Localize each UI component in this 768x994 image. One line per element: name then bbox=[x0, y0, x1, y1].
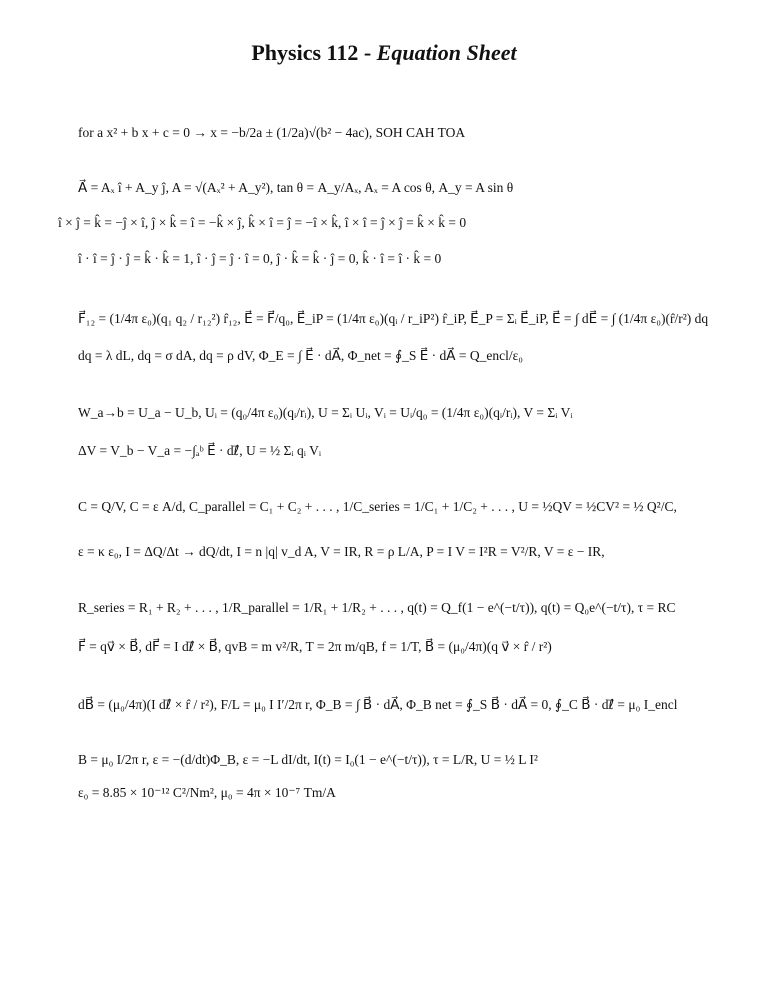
equation-current-resistance: ε = κ ε₀, I = ΔQ/Δt → dQ/dt, I = n |q| v_d A, V = IR, R = ρ L/A, P = I V = I²R = V²/R, V = ε − IR, bbox=[78, 544, 605, 559]
equation-quadratic: for a x² + b x + c = 0 → x = −b/2a ± (1/2a)√(b² − 4ac), SOH CAH TOA bbox=[78, 125, 466, 140]
equation-dot-products: î · î = ĵ · ĵ = k̂ · k̂ = 1, î · ĵ = ĵ · î = 0, ĵ · k̂ = k̂ · ĵ = 0, k̂ · î = î · k̂ = 0 bbox=[78, 251, 442, 266]
equation-constants: ε₀ = 8.85 × 10⁻¹² C²/Nm², μ₀ = 4π × 10⁻⁷ Tm/A bbox=[78, 785, 336, 800]
equation-potential-energy: W_a→b = U_a − U_b, Uᵢ = (q₀/4π ε₀)(qᵢ/rᵢ), U = Σᵢ Uᵢ, Vᵢ = Uᵢ/q₀ = (1/4π ε₀)(qᵢ/rᵢ), V = Σᵢ Vᵢ bbox=[78, 405, 573, 420]
title-emphasis: Equation Sheet bbox=[376, 40, 517, 65]
equation-capacitance: C = Q/V, C = ε A/d, C_parallel = C₁ + C₂ + . . . , 1/C_series = 1/C₁ + 1/C₂ + . . . , U = ½QV = ½CV² = ½ Q²/C, bbox=[78, 499, 677, 514]
equation-biot-savart-ampere: dB⃗ = (μ₀/4π)(I dℓ⃗ × r̂ / r²), F/L = μ₀ I I′/2π r, Φ_B = ∫ B⃗ · dA⃗, Φ_B net = ∮_S B⃗ · dA⃗ = 0, ∮_C B⃗ · dℓ⃗ = μ₀ I_encl bbox=[78, 697, 678, 712]
equation-resistors-rc: R_series = R₁ + R₂ + . . . , 1/R_parallel = 1/R₁ + 1/R₂ + . . . , q(t) = Q_f(1 − e^(−t/τ)), q(t) = Q₀e^(−t/τ), τ = RC bbox=[78, 600, 676, 615]
equation-induction: B = μ₀ I/2π r, ε = −(d/dt)Φ_B, ε = −L dI/dt, I(t) = I₀(1 − e^(−t/τ)), τ = L/R, U = ½ L I² bbox=[78, 752, 538, 767]
equation-vector-components: A⃗ = Aₓ î + A_y ĵ, A = √(Aₓ² + A_y²), tan θ = A_y/Aₓ, Aₓ = A cos θ, A_y = A sin θ bbox=[78, 180, 514, 195]
equation-charge-flux: dq = λ dL, dq = σ dA, dq = ρ dV, Φ_E = ∫ E⃗ · dA⃗, Φ_net = ∮_S E⃗ · dA⃗ = Q_encl/ε₀ bbox=[78, 348, 523, 363]
equation-cross-products: î × ĵ = k̂ = −ĵ × î, ĵ × k̂ = î = −k̂ × ĵ, k̂ × î = ĵ = −î × k̂, î × î = ĵ × ĵ = k̂ × k̂ = 0 bbox=[58, 215, 467, 230]
equation-magnetic-force: F⃗ = qv⃗ × B⃗, dF⃗ = I dℓ⃗ × B⃗, qvB = m v²/R, T = 2π m/qB, f = 1/T, B⃗ = (μ₀/4π)(q v⃗ × r̂ / r²) bbox=[78, 639, 552, 654]
equation-potential-difference: ΔV = V_b − V_a = −∫ₐᵇ E⃗ · dℓ⃗, U = ½ Σᵢ qᵢ Vᵢ bbox=[78, 443, 322, 458]
equation-coulomb-field: F⃗₁₂ = (1/4π ε₀)(q₁ q₂ / r₁₂²) r̂₁₂, E⃗ = F⃗/q₀, E⃗_iP = (1/4π ε₀)(qᵢ / r_iP²) r̂_iP, E⃗_P = Σᵢ E⃗_iP, E⃗ = ∫ dE⃗ = ∫ (1/4π ε₀)(r̂/r²) dq bbox=[78, 311, 709, 326]
title-main: Physics 112 - bbox=[251, 40, 377, 65]
page-title bbox=[0, 40, 768, 66]
